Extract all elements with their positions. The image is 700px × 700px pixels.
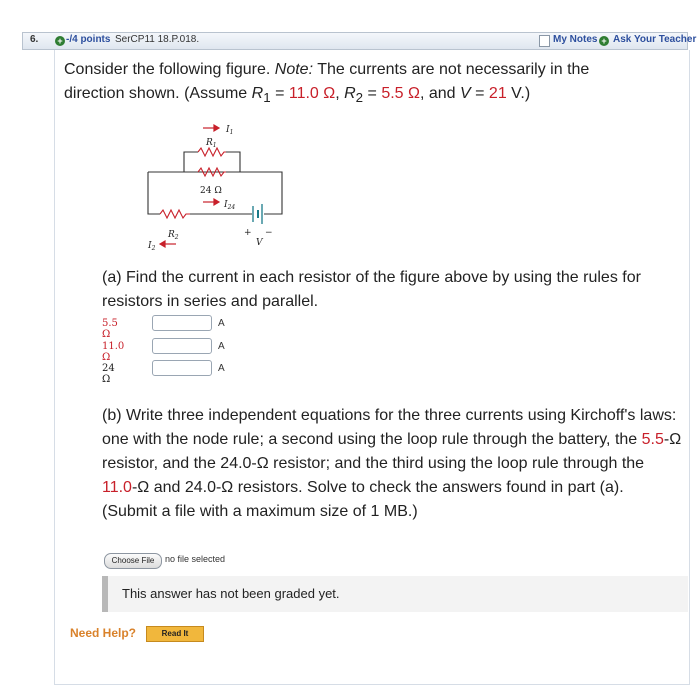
v-symbol: V bbox=[460, 85, 471, 102]
r2-subscript: 2 bbox=[355, 90, 364, 106]
intro-text: Consider the following figure. bbox=[64, 61, 275, 78]
equals: = bbox=[470, 85, 489, 102]
unit-label: A bbox=[218, 341, 225, 352]
choose-file-button[interactable]: Choose File bbox=[104, 553, 162, 569]
circuit-diagram bbox=[140, 118, 300, 258]
current-answer-input[interactable] bbox=[152, 315, 212, 331]
battery-minus: − bbox=[265, 228, 273, 238]
resistor-label: 5.5 Ω bbox=[102, 318, 118, 340]
intro-text: The currents are not necessarily in the bbox=[313, 61, 590, 78]
battery-v-label: V bbox=[256, 238, 263, 248]
file-status: no file selected bbox=[165, 554, 226, 564]
part-b-text: (b) Write three independent equations for the three currents using Kirchoff's laws: one with the node rule; a second using the loop rule through the battery, the bbox=[102, 407, 677, 448]
part-a-prompt: (a) Find the current in each resistor of the figure above by using the rules for resistors in series and parallel. bbox=[102, 269, 641, 310]
r2-label: $R_2$ bbox=[168, 230, 179, 241]
part-b-prompt bbox=[102, 404, 682, 524]
separator: , and bbox=[419, 85, 461, 102]
note-label: Note: bbox=[274, 61, 314, 78]
equals: = bbox=[270, 85, 289, 102]
question-number: 6. bbox=[30, 34, 39, 45]
r1-label: $R_1$ bbox=[206, 138, 217, 149]
notes-checkbox-icon[interactable] bbox=[539, 35, 550, 47]
unit-label: A bbox=[218, 318, 225, 329]
current-answer-input[interactable] bbox=[152, 360, 212, 376]
question-source: SerCP11 18.P.018. bbox=[115, 34, 200, 45]
separator: , bbox=[335, 85, 345, 102]
resistor-label: 24 Ω bbox=[102, 363, 115, 385]
r1-symbol: R bbox=[251, 85, 264, 102]
r1-subscript: 1 bbox=[263, 90, 271, 106]
part-b-text: -Ω resistor, and the 24.0-Ω resistor; and the third using the loop rule through the bbox=[102, 431, 682, 472]
graded-status-box bbox=[102, 576, 688, 612]
battery-plus: + bbox=[244, 228, 252, 238]
v-value: 21 bbox=[488, 85, 507, 102]
resistor-label: 11.0 Ω bbox=[102, 341, 125, 363]
i1-label: $I_1$ bbox=[226, 125, 234, 136]
r24-label: 24 Ω bbox=[200, 186, 222, 196]
points-label: -/4 points bbox=[66, 34, 111, 45]
graded-status-text: This answer has not been graded yet. bbox=[122, 586, 340, 601]
equals: = bbox=[363, 85, 382, 102]
r2-symbol: R bbox=[344, 85, 356, 102]
question-intro bbox=[64, 58, 674, 110]
intro-text: direction shown. (Assume bbox=[64, 85, 252, 102]
part-b-value: 5.5 bbox=[641, 431, 664, 448]
ask-teacher-link[interactable]: Ask Your Teacher bbox=[613, 34, 697, 45]
need-help-label: Need Help? bbox=[70, 626, 137, 640]
expand-plus-icon[interactable]: + bbox=[55, 36, 65, 46]
i24-label: $I_{24}$ bbox=[224, 200, 236, 211]
my-notes-link[interactable]: My Notes bbox=[553, 34, 598, 45]
r1-value: 11.0 Ω bbox=[288, 85, 336, 102]
part-b-text: -Ω and 24.0-Ω resistors. Solve to check the answers found in part (a). (Submit a file with a maximum size of 1 MB.) bbox=[102, 479, 624, 520]
part-b-value: 11.0 bbox=[102, 479, 132, 496]
current-answer-input[interactable] bbox=[152, 338, 212, 354]
ask-plus-icon[interactable]: + bbox=[599, 36, 609, 46]
r2-value: 5.5 Ω bbox=[381, 85, 420, 102]
unit-label: A bbox=[218, 363, 225, 374]
intro-text: V.) bbox=[506, 85, 531, 102]
i2-label: $I_2$ bbox=[148, 241, 156, 252]
read-it-button[interactable]: Read It bbox=[146, 626, 204, 642]
